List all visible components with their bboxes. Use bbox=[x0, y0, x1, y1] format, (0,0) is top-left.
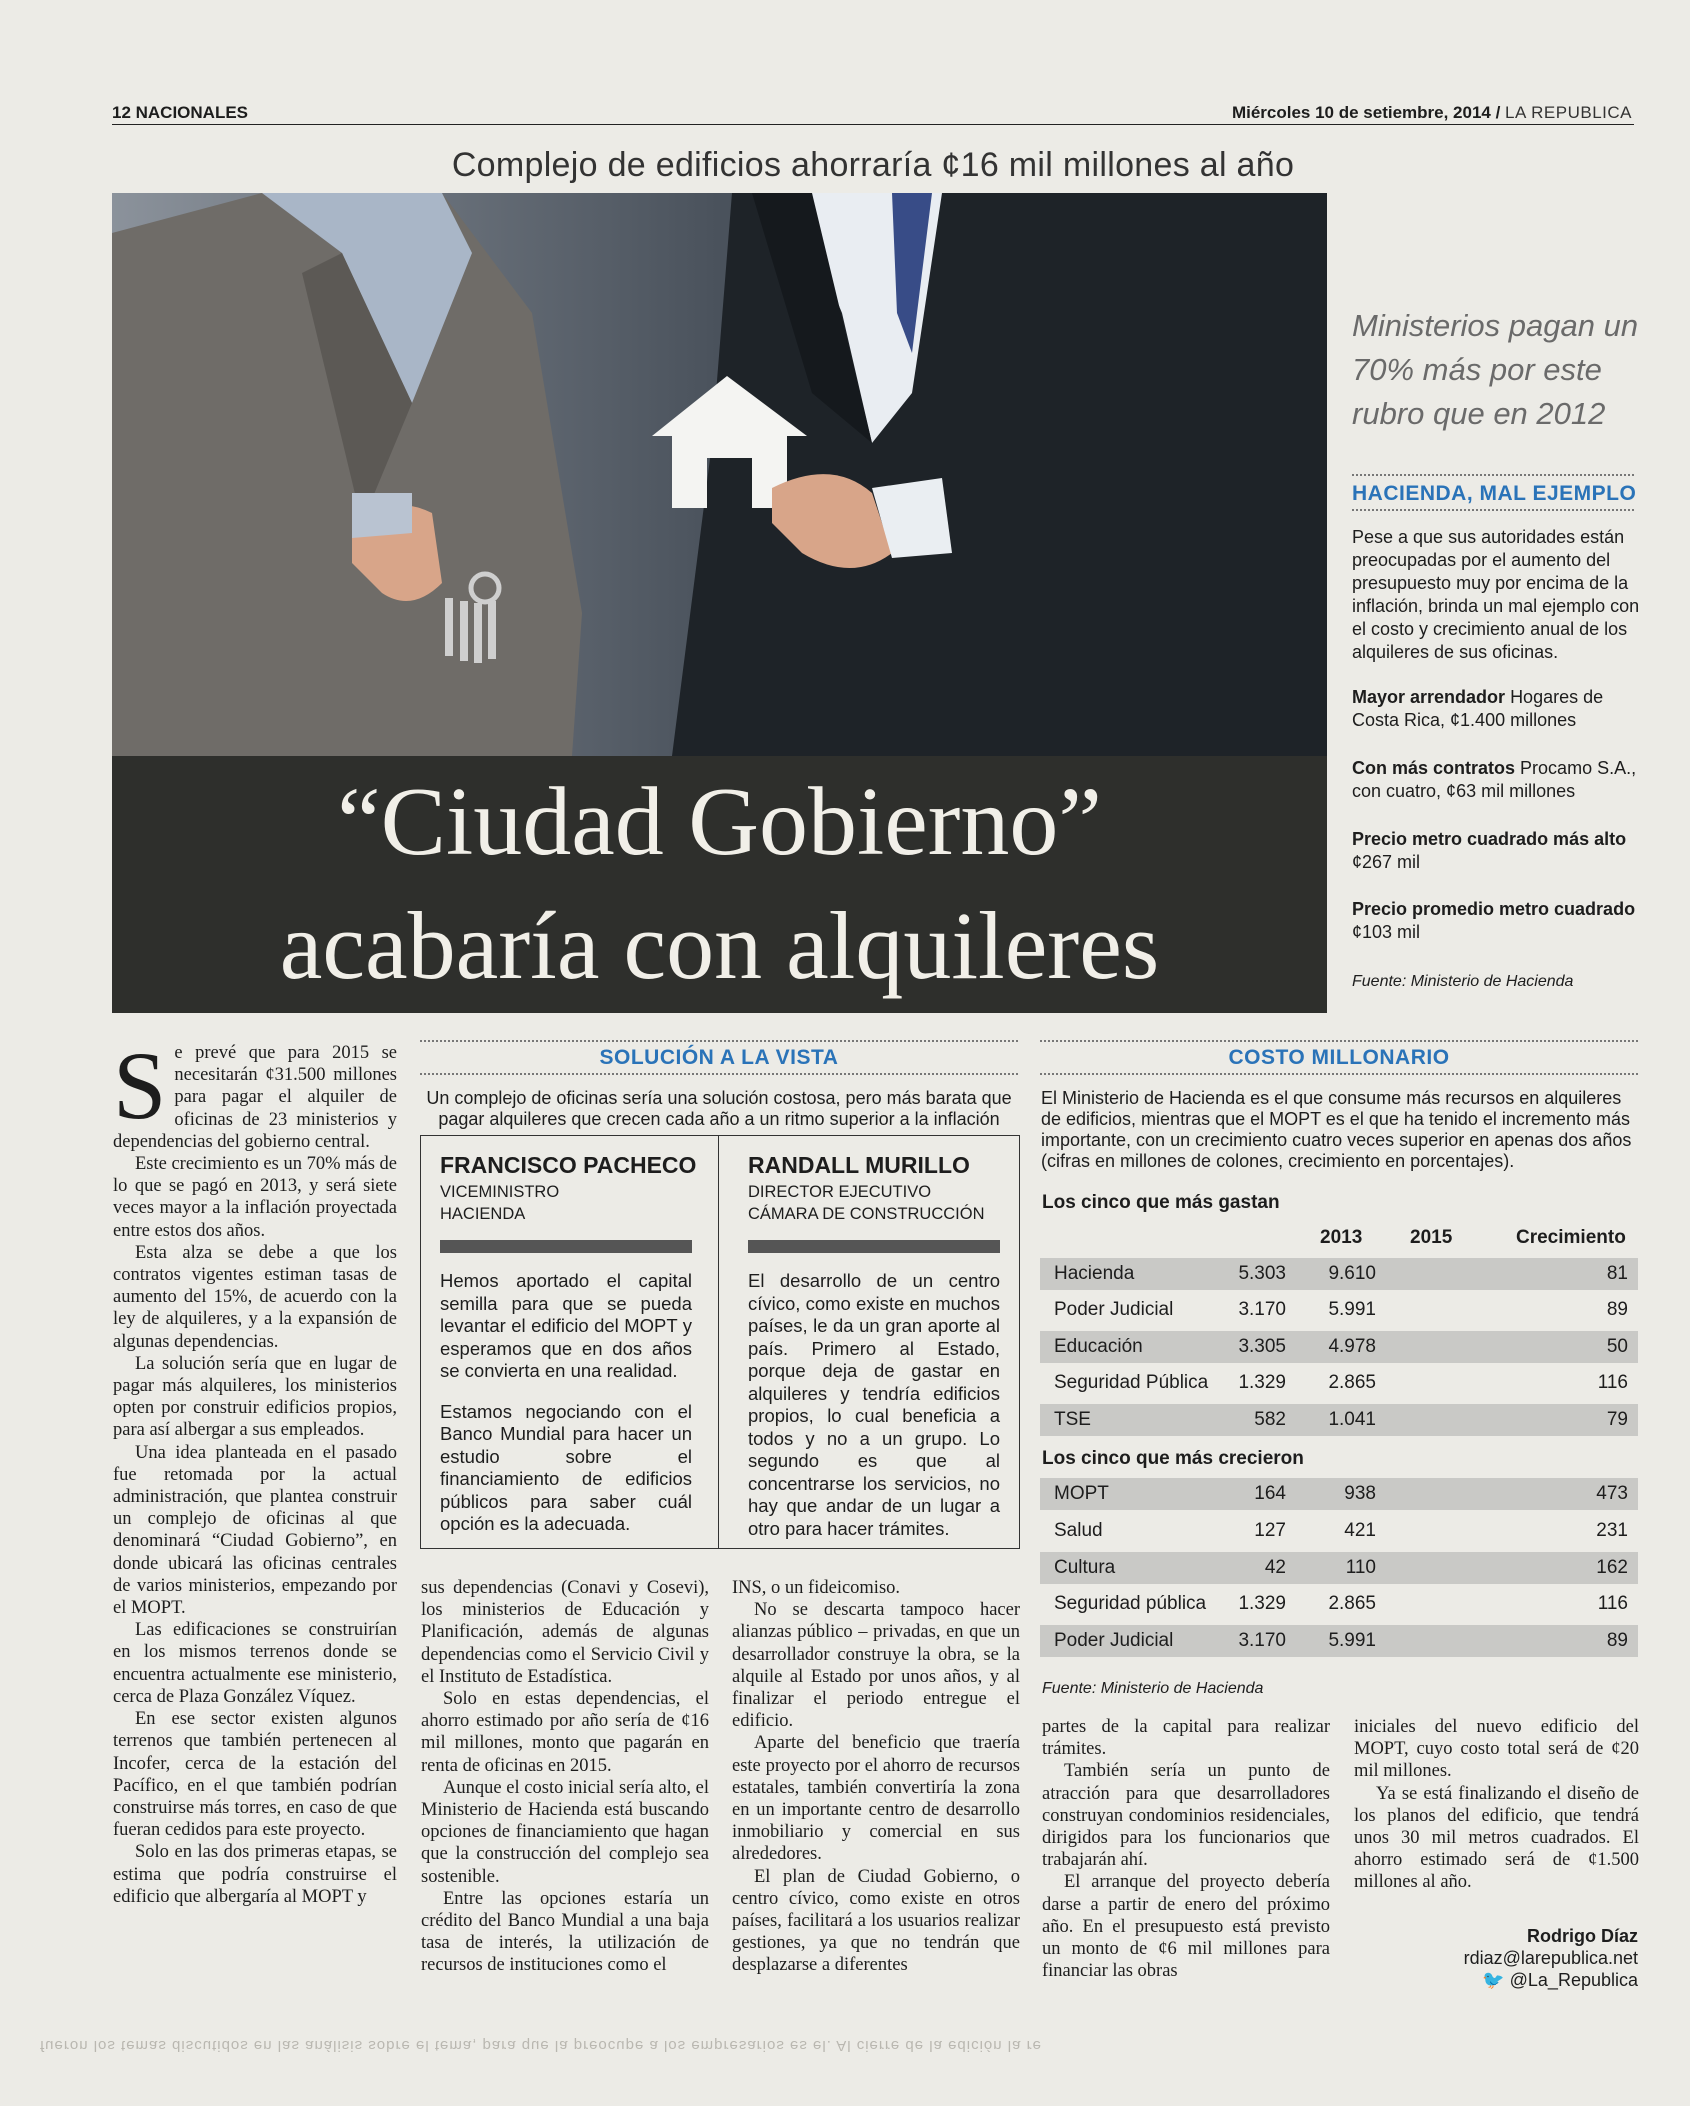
sidebar-rule-top bbox=[1352, 474, 1634, 476]
cell-entity: Seguridad pública bbox=[1054, 1593, 1207, 1614]
fact-value: Hogares de Costa Rica, ¢1.400 millones bbox=[1352, 687, 1604, 730]
column-header: 2013 bbox=[1320, 1227, 1363, 1248]
table-row bbox=[1040, 1294, 1638, 1326]
solution-rule-bottom bbox=[420, 1073, 1018, 1075]
article-paragraph: El arranque del proyecto debería darse a partir de enero del próximo año. En el presupuesto está previsto un monto de ¢6 mil millones para financiar las obras bbox=[1042, 1872, 1330, 1982]
interviewee-quote bbox=[440, 1270, 692, 1554]
twitter-bird-icon: 🐦 bbox=[1482, 1970, 1505, 1990]
cell-2013: 1.329 bbox=[1238, 1372, 1286, 1393]
quote-paragraph: Estamos negociando con el Banco Mundial para hacer un estudio sobre el financiamiento de edificios públicos para saber cuál opción es la adecuada. bbox=[440, 1400, 692, 1534]
cell-growth: 89 bbox=[1606, 1299, 1628, 1320]
role-line: HACIENDA bbox=[440, 1205, 526, 1223]
lead-photo bbox=[112, 193, 1327, 1013]
table-row bbox=[1040, 1404, 1638, 1436]
interviewee-name: FRANCISCO PACHECO bbox=[440, 1152, 697, 1178]
article-paragraph: También sería un punto de atracción para que desarrolladores construyan condominios residenciales, dirigidos para los funcionarios que trabajarán ahí. bbox=[1042, 1761, 1330, 1871]
cell-2013: 42 bbox=[1264, 1557, 1286, 1578]
dateline bbox=[1232, 103, 1632, 123]
article-paragraph: Las edificaciones se construirían en los mismos terrenos donde se encuentra actualmente ese ministerio, cerca de Plaza González Víquez. bbox=[113, 1620, 397, 1707]
article-paragraph: Esta alza se debe a que los contratos vigentes estiman tasas de aumento del 15%, de acuerdo con la ley de alquileres, y a la expansión de algunas dependencias. bbox=[113, 1242, 397, 1352]
role-line: DIRECTOR EJECUTIVO bbox=[748, 1183, 932, 1201]
cell-2015: 421 bbox=[1344, 1520, 1376, 1541]
cell-growth: 50 bbox=[1606, 1336, 1628, 1357]
cell-entity: Seguridad Pública bbox=[1054, 1372, 1209, 1393]
cell-growth: 81 bbox=[1606, 1263, 1628, 1284]
author-name: Rodrigo Díaz bbox=[1527, 1926, 1638, 1946]
cell-2015: 110 bbox=[1345, 1557, 1376, 1578]
cell-2013: 164 bbox=[1254, 1483, 1286, 1504]
sidebar-intro: Pese a que sus autoridades están preocupadas por el aumento del presupuesto muy por encima de la inflación, brinda un mal ejemplo con el costo y crecimiento anual de los alquileres de sus oficinas. bbox=[1352, 527, 1640, 662]
role-line: CÁMARA DE CONSTRUCCIÓN bbox=[748, 1205, 985, 1223]
headline-line-1: “Ciudad Gobierno” bbox=[337, 768, 1102, 876]
interviewee-role bbox=[440, 1181, 559, 1225]
cell-2013: 5.303 bbox=[1238, 1263, 1286, 1284]
quote-paragraph: Hemos aportado el capital semilla para que se pueda levantar el edificio del MOPT y esperamos que en dos años se convierta en una realidad. bbox=[440, 1270, 692, 1381]
author-email[interactable]: rdiaz@larepublica.net bbox=[1463, 1948, 1638, 1968]
article-paragraph: Una idea planteada en el pasado fue retomada por la actual administración, que plantea construir un complejo de oficinas al que denominará “Ciudad Gobierno”, en donde ubicará las oficinas centrales de varios ministerios, empezando por el MOPT. bbox=[113, 1442, 397, 1619]
article-paragraph: Solo en las dos primeras etapas, se estima que podría construirse el edificio que albergaría al MOPT y bbox=[113, 1842, 397, 1907]
article-paragraph: INS, o un fideicomiso. bbox=[732, 1578, 901, 1598]
article-paragraph: Aunque el costo inicial sería alto, el Ministerio de Hacienda está buscando opciones de financiamiento que hagan que la construcción del complejo sea sostenible. bbox=[421, 1777, 709, 1887]
cell-2013: 3.170 bbox=[1238, 1630, 1286, 1651]
cost-rule-bottom bbox=[1040, 1073, 1638, 1075]
solution-divider bbox=[718, 1135, 719, 1549]
cell-2013: 127 bbox=[1254, 1520, 1286, 1541]
quote-bar bbox=[748, 1240, 1000, 1253]
cell-entity: Educación bbox=[1054, 1336, 1143, 1357]
article-column-1 bbox=[113, 1032, 397, 1908]
table-row bbox=[1040, 1625, 1638, 1657]
table-source: Fuente: Ministerio de Hacienda bbox=[1042, 1680, 1264, 1697]
article-paragraph: Aparte del beneficio que traería este proyecto por el ahorro de recursos estatales, también convertiría la zona en un importante centro de desarrollo inmobiliario y comercial en sus alrededores. bbox=[732, 1733, 1020, 1865]
cell-2013: 1.329 bbox=[1238, 1593, 1286, 1614]
cell-2013: 3.305 bbox=[1238, 1336, 1286, 1357]
header-rule bbox=[112, 124, 1634, 125]
cell-2015: 9.610 bbox=[1328, 1263, 1376, 1284]
fact-value: ¢267 mil bbox=[1352, 852, 1421, 872]
publication-name: LA REPUBLICA bbox=[1505, 103, 1632, 122]
cell-growth: 231 bbox=[1596, 1520, 1628, 1541]
drop-cap: S bbox=[113, 1032, 167, 1139]
cell-entity: Poder Judicial bbox=[1054, 1299, 1174, 1320]
fact-label: Precio metro cuadrado más alto bbox=[1352, 829, 1627, 849]
quote-paragraph: El desarrollo de un centro cívico, como existe en muchos países, le da un gran aporte al país. Primero al Estado, porque deja de gastar en alquileres y tendría edificios propios, lo cual beneficia a todos y no a un grupo. Lo segundo es que al concentrarse los servicios, no hay que andar de un lugar a otro para hacer trámites. bbox=[748, 1270, 1000, 1539]
column-header: 2015 bbox=[1410, 1227, 1453, 1248]
cell-entity: MOPT bbox=[1054, 1483, 1109, 1504]
quote-bar bbox=[440, 1240, 692, 1253]
reverse-page-show-through: fueron los temas discutidos en las análisis sobre el tema, para que la preocupe a los empresarios es el. Al cierre de la edición la re bbox=[40, 2037, 1042, 2054]
sidebar-fact bbox=[1352, 828, 1642, 874]
cell-entity: Poder Judicial bbox=[1054, 1630, 1174, 1651]
cell-growth: 116 bbox=[1597, 1372, 1628, 1393]
fact-label: Mayor arrendador bbox=[1352, 687, 1506, 707]
article-paragraph: Entre las opciones estaría un crédito del Banco Mundial a una baja tasa de interés, la utilización de recursos de instituciones como el bbox=[421, 1888, 709, 1976]
table-row bbox=[1040, 1588, 1638, 1620]
column-header: Crecimiento bbox=[1516, 1227, 1626, 1248]
cell-entity: Salud bbox=[1054, 1520, 1103, 1541]
cell-2013: 582 bbox=[1254, 1409, 1286, 1430]
cell-growth: 473 bbox=[1596, 1483, 1628, 1504]
article-paragraph: partes de la capital para realizar trámites. bbox=[1042, 1717, 1330, 1760]
article-paragraph bbox=[113, 1032, 397, 1153]
cell-2013: 3.170 bbox=[1238, 1299, 1286, 1320]
sidebar-fact bbox=[1352, 686, 1642, 732]
cell-growth: 116 bbox=[1597, 1593, 1628, 1614]
cell-2015: 4.978 bbox=[1328, 1336, 1376, 1357]
article-column-3 bbox=[732, 1577, 1020, 1977]
issue-date: Miércoles 10 de setiembre, 2014 / bbox=[1231, 103, 1501, 122]
fact-label: Precio promedio metro cuadrado bbox=[1352, 899, 1636, 919]
cell-2015: 5.991 bbox=[1328, 1630, 1376, 1651]
table-subtitle: Los cinco que más gastan bbox=[1042, 1192, 1280, 1213]
headline-line-2: acabaría con alquileres bbox=[279, 892, 1160, 999]
article-paragraph: Este crecimiento es un 70% más de lo que se pagó en 2013, y será siete veces mayor a la inflación proyectada entre estos dos años. bbox=[113, 1154, 397, 1241]
cell-2015: 2.865 bbox=[1328, 1593, 1376, 1614]
fact-label: Con más contratos bbox=[1352, 758, 1516, 778]
article-paragraph: Ya se está finalizando el diseño de los planos del edificio, que tendrá unos 30 mil metros cuadrados. El ahorro estimado será de ¢1.500 millones al año. bbox=[1354, 1783, 1639, 1893]
cost-title: COSTO MILLONARIO bbox=[1228, 1046, 1450, 1069]
twitter-handle: @La_Republica bbox=[1509, 1970, 1638, 1990]
cell-2015: 1.041 bbox=[1328, 1409, 1376, 1430]
cell-entity: TSE bbox=[1054, 1409, 1091, 1430]
cell-growth: 79 bbox=[1606, 1409, 1628, 1430]
table-row bbox=[1040, 1478, 1638, 1510]
sidebar-source: Fuente: Ministerio de Hacienda bbox=[1352, 973, 1574, 990]
cell-2015: 938 bbox=[1344, 1483, 1376, 1504]
solution-title: SOLUCIÓN A LA VISTA bbox=[599, 1046, 839, 1069]
cost-rule-top bbox=[1040, 1040, 1638, 1042]
sidebar-fact bbox=[1352, 757, 1642, 803]
pull-quote: Ministerios pagan un 70% más por este rubro que en 2012 bbox=[1352, 308, 1639, 431]
cell-entity: Hacienda bbox=[1054, 1263, 1135, 1284]
article-paragraph: En ese sector existen algunos terrenos que también pertenecen al Incofer, cerca de la estación del Pacífico, en el que también podrían construirse más torres, en caso de que fueran cedidos para este proyecto. bbox=[113, 1709, 397, 1841]
cell-2015: 2.865 bbox=[1328, 1372, 1376, 1393]
solution-intro: Un complejo de oficinas sería una solución costosa, pero más barata que pagar alquileres que crecen cada año a un ritmo superior a la inflación bbox=[426, 1088, 1012, 1129]
cell-growth: 89 bbox=[1606, 1630, 1628, 1651]
fact-value: ¢103 mil bbox=[1352, 922, 1421, 942]
table-row bbox=[1040, 1331, 1638, 1363]
table-row bbox=[1040, 1515, 1638, 1547]
sidebar-title: HACIENDA, MAL EJEMPLO bbox=[1352, 482, 1637, 505]
cell-growth: 162 bbox=[1596, 1557, 1628, 1578]
article-paragraph: La solución sería que en lugar de pagar más alquileres, los ministerios opten por construir edificios propios, para así albergar a sus empleados. bbox=[113, 1353, 397, 1441]
cell-entity: Cultura bbox=[1054, 1557, 1116, 1578]
solution-rule-top bbox=[420, 1040, 1018, 1042]
table-row bbox=[1040, 1258, 1638, 1290]
fact-value: Procamo S.A., con cuatro, ¢63 mil millones bbox=[1352, 758, 1637, 801]
cost-intro: El Ministerio de Hacienda es el que consume más recursos en alquileres de edificios, mientras que el MOPT es el que ha tenido el incremento más importante, con un crecimiento cuatro veces superior en apenas dos años (cifras en millones de colones, crecimiento en porcentajes). bbox=[1041, 1088, 1632, 1171]
article-paragraph: No se descarta tampoco hacer alianzas público – privadas, en que un desarrollador construye la obra, se la alquile al Estado por unos años, y al finalizar el periodo entregue el edificio. bbox=[732, 1600, 1020, 1732]
role-line: VICEMINISTRO bbox=[440, 1183, 560, 1201]
author-twitter[interactable] bbox=[1482, 1970, 1638, 1991]
article-paragraph: iniciales del nuevo edificio del MOPT, cuyo costo total será de ¢20 mil millones. bbox=[1354, 1717, 1639, 1782]
article-column-5 bbox=[1354, 1716, 1639, 1894]
table-subtitle: Los cinco que más crecieron bbox=[1042, 1448, 1304, 1469]
section-folio: 12 NACIONALES bbox=[112, 103, 249, 122]
article-paragraph: sus dependencias (Conavi y Cosevi), los ministerios de Educación y Planificación, además de algunas dependencias como el Servicio Civil y el Instituto de Estadística. bbox=[421, 1578, 709, 1687]
sidebar-rule-bottom bbox=[1352, 509, 1634, 511]
paragraph-text: e prevé que para 2015 se necesitarán ¢31.500 millones para pagar el alquiler de oficinas de 23 ministerios y dependencias del gobierno central. bbox=[113, 1043, 397, 1152]
article-column-4 bbox=[1042, 1716, 1330, 1982]
interviewee-quote bbox=[748, 1270, 1000, 1558]
kicker-headline: Complejo de edificios ahorraría ¢16 mil millones al año bbox=[451, 146, 1295, 184]
table-row bbox=[1040, 1552, 1638, 1584]
article-paragraph: Solo en estas dependencias, el ahorro estimado por año sería de ¢16 mil millones, monto que pagarán en renta de oficinas en 2015. bbox=[421, 1689, 709, 1776]
table-row bbox=[1040, 1367, 1638, 1399]
interviewee-role bbox=[748, 1181, 985, 1225]
cell-2015: 5.991 bbox=[1328, 1299, 1376, 1320]
article-paragraph: El plan de Ciudad Gobierno, o centro cívico, como existe en otros países, facilitará a los usuarios realizar gestiones, ya que no tendrán que desplazarse a diferentes bbox=[732, 1866, 1020, 1976]
interviewee-name: RANDALL MURILLO bbox=[748, 1152, 970, 1178]
sidebar-fact bbox=[1352, 898, 1642, 944]
article-column-2 bbox=[421, 1577, 709, 1977]
